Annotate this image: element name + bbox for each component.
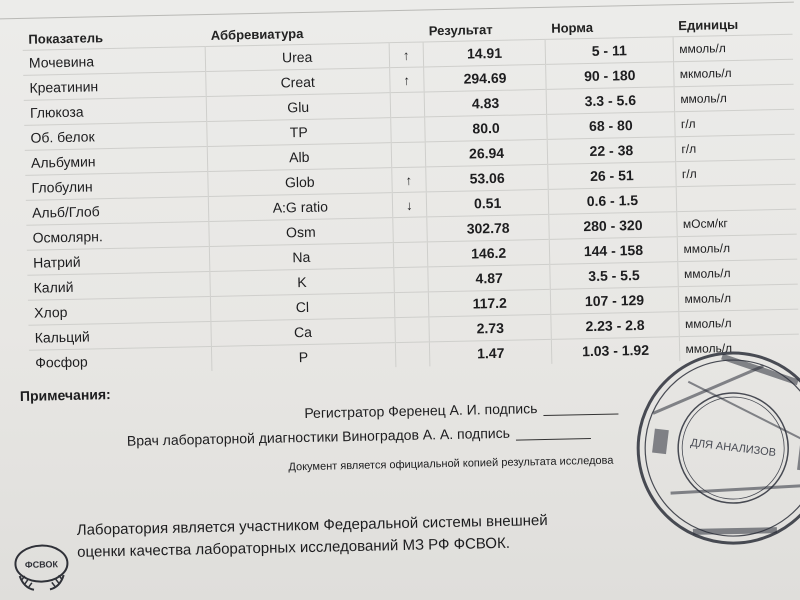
- footer-line-1: Лаборатория является участником Федеральной системы внешней: [76, 511, 548, 539]
- test-units: ммоль/л: [677, 234, 797, 262]
- lab-results-body: [23, 34, 800, 375]
- test-result: 2.73: [429, 314, 552, 342]
- test-name: Об. белок: [24, 122, 207, 151]
- test-name: Креатинин: [23, 72, 206, 101]
- test-abbreviation: Alb: [207, 143, 391, 172]
- reference-range: 107 - 129: [551, 287, 679, 315]
- test-name: Фосфор: [29, 346, 212, 374]
- reference-range: 68 - 80: [547, 112, 675, 140]
- test-result: 0.51: [426, 189, 549, 217]
- reference-range: 3.5 - 5.5: [550, 262, 678, 290]
- test-abbreviation: Glu: [206, 93, 390, 122]
- test-result: 80.0: [425, 114, 548, 142]
- signature-blank: [516, 438, 591, 441]
- test-units: [676, 184, 796, 212]
- test-abbreviation: Creat: [206, 68, 390, 97]
- stamp-center-text: ДЛЯ АНАЛИЗОВ: [689, 437, 777, 460]
- reference-range: 3.3 - 5.6: [547, 87, 675, 115]
- header-abbr: Аббревиатура: [210, 25, 304, 43]
- test-abbreviation: Cl: [210, 293, 394, 322]
- doctor-label: Врач лабораторной диагностики Виноградов А. А. подпись: [126, 424, 511, 449]
- reference-range: 1.03 - 1.92: [552, 337, 680, 364]
- test-abbreviation: Ca: [211, 318, 395, 347]
- registrar-signature-line: [304, 398, 618, 421]
- reference-range: 144 - 158: [550, 237, 678, 265]
- result-flag: [393, 242, 428, 268]
- test-abbreviation: A:G ratio: [208, 193, 392, 222]
- test-units: ммоль/л: [674, 84, 794, 112]
- test-abbreviation: Osm: [209, 218, 393, 247]
- result-flag: ↑: [389, 67, 424, 93]
- test-result: 53.06: [426, 164, 549, 192]
- test-result: 1.47: [429, 339, 552, 366]
- reference-range: 26 - 51: [548, 162, 676, 190]
- doctor-signature-line: [127, 423, 591, 449]
- test-abbreviation: Urea: [205, 43, 389, 72]
- result-flag: ↑: [389, 42, 424, 68]
- test-name: Альбумин: [25, 147, 208, 176]
- header-flag: [388, 19, 423, 42]
- footer-line-2: оценки качества лабораторных исследований МЗ РФ ФСВОК.: [77, 534, 511, 561]
- header-result: Результат: [428, 21, 493, 38]
- test-units: ммоль/л: [677, 259, 797, 287]
- test-result: 26.94: [425, 139, 548, 167]
- footer-text: [77, 510, 549, 564]
- test-name: Натрий: [27, 246, 210, 275]
- notes-label: Примечания:: [19, 386, 111, 404]
- result-flag: [391, 142, 426, 168]
- test-name: Мочевина: [23, 47, 206, 76]
- test-abbreviation: Glob: [208, 168, 392, 197]
- result-flag: ↓: [392, 192, 427, 218]
- test-name: Осмолярн.: [26, 221, 209, 250]
- reference-range: 90 - 180: [546, 62, 674, 90]
- test-units: г/л: [675, 134, 795, 162]
- fsvok-logo-icon: [11, 535, 72, 596]
- reference-range: 22 - 38: [548, 137, 676, 165]
- result-flag: [390, 92, 425, 118]
- test-units: мОсм/кг: [676, 209, 796, 237]
- header-name: Показатель: [28, 29, 104, 47]
- test-result: 4.87: [428, 264, 551, 292]
- reference-range: 0.6 - 1.5: [549, 187, 677, 215]
- test-units: ммоль/л: [678, 309, 798, 337]
- logo-text: ФСВОК: [24, 559, 59, 570]
- test-name: Хлор: [28, 296, 211, 325]
- result-flag: [394, 267, 429, 293]
- registrar-label: Регистратор Ференец А. И. подпись: [304, 400, 538, 422]
- test-units: г/л: [674, 109, 794, 137]
- test-name: Калий: [27, 271, 210, 300]
- result-flag: [390, 117, 425, 143]
- result-flag: [394, 292, 429, 318]
- test-result: 294.69: [424, 64, 547, 92]
- result-flag: [395, 317, 430, 343]
- test-name: Глобулин: [25, 171, 208, 200]
- test-abbreviation: TP: [207, 118, 391, 147]
- test-name: Альб/Глоб: [26, 196, 209, 225]
- test-name: Глюкоза: [24, 97, 207, 126]
- result-flag: [395, 342, 430, 367]
- reference-range: 2.23 - 2.8: [551, 312, 679, 340]
- signature-blank: [544, 413, 619, 416]
- header-units: Единицы: [678, 16, 739, 33]
- lab-results-table: [22, 12, 799, 375]
- test-units: мкмоль/л: [673, 59, 793, 87]
- result-flag: ↑: [391, 167, 426, 193]
- reference-range: 280 - 320: [549, 212, 677, 240]
- test-units: ммоль/л: [678, 284, 798, 312]
- header-norm: Норма: [551, 19, 594, 36]
- test-abbreviation: P: [211, 343, 395, 371]
- official-copy-note: Документ является официальной копией результата исследова: [288, 454, 614, 474]
- test-name: Кальций: [28, 321, 211, 350]
- test-units: ммоль/л: [679, 334, 799, 361]
- test-result: 146.2: [427, 239, 550, 267]
- test-result: 117.2: [428, 289, 551, 317]
- test-units: г/л: [675, 159, 795, 187]
- test-abbreviation: K: [210, 268, 394, 297]
- test-abbreviation: Na: [209, 243, 393, 272]
- test-result: 4.83: [424, 89, 547, 117]
- result-flag: [392, 217, 427, 243]
- reference-range: 5 - 11: [545, 37, 673, 65]
- round-stamp-icon: [622, 337, 800, 559]
- test-result: 14.91: [423, 39, 546, 67]
- test-result: 302.78: [427, 214, 550, 242]
- test-units: ммоль/л: [673, 34, 793, 62]
